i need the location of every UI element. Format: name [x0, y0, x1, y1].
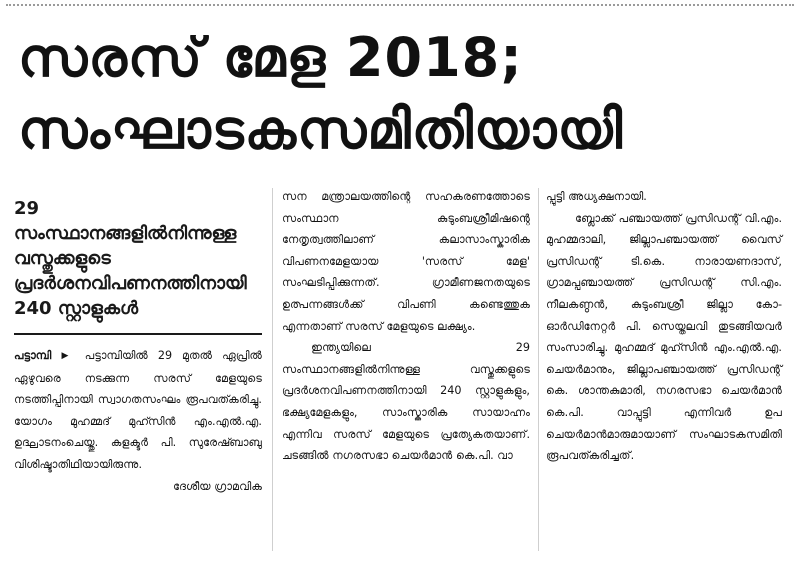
column-divider-2 [538, 188, 539, 551]
dateline-place: പട്ടാമ്പി [14, 349, 52, 362]
lead-paragraph [14, 345, 262, 476]
column-2-paragraph-2: ഇന്ത്യയിലെ 29 സംസ്ഥാനങ്ങളിൽനിന്നുള്ള വസ്തുക്കളുടെ പ്രദർശനവിപണനത്തിനായി 240 സ്റ്റാളുകളും, ഭക്ഷ്യമേളകളും, സാംസ്കാരിക സായാഹ്നം എന്നിവ സരസ് മേളയുടെ പ്രത്യേകതയാണ്. ചടങ്ങിൽ നഗരസഭാ ചെയർമാൻ കെ.പി. വാ [282, 341, 530, 463]
subheading: 29 സംസ്ഥാനങ്ങളിൽനിന്നുള്ള വസ്തുക്കളുടെ പ്രദർശനവിപണനത്തിനായി 240 സ്റ്റാളുകൾ [14, 196, 262, 335]
lead-text: പട്ടാമ്പിയിൽ 29 മുതൽ ഏപ്രിൽ ഏഴുവരെ നടക്കുന്ന സരസ് മേളയുടെ നടത്തിപ്പിനായി സ്വാഗതസംഘം രൂപവത്കരിച്ചു. യോഗം മുഹമ്മദ് മുഹ്സിൻ എം.എൽ.എ. ഉദ്ഘാടനംചെയ്തു. കളക്ടർ പി. സുരേഷ്ബാബു വിശിഷ്ടാതിഥിയായിരുന്നു. [14, 349, 263, 471]
column-3-paragraph-1: പ്പുട്ടി അധ്യക്ഷനായി. [546, 190, 647, 203]
column-2-paragraph-1: സന മന്ത്രാലയത്തിന്റെ സഹകരണത്തോടെ സംസ്ഥാന കുടുംബശ്രീമിഷന്റെ നേതൃത്വത്തിലാണ് കലാസാംസ്കാരിക വിപണനമേളയായ 'സരസ് മേള' സംഘടിപ്പിക്കുന്നത്. ഗ്രാമീണജനതയുടെ ഉത്പന്നങ്ങൾക്ക് വിപണി കണ്ടെത്തുക എന്നതാണ് സരസ് മേളയുടെ ലക്ഷ്യം. [282, 190, 530, 333]
dateline [14, 349, 75, 362]
column-1-tail: ദേശീയ ഗ്രാമവിക [173, 479, 262, 493]
dateline-triangle-icon: ▶ [61, 351, 75, 361]
article-column-1 [14, 196, 262, 497]
column-divider-1 [272, 188, 273, 551]
headline-line-2: സംഘാടകസമിതിയായി [18, 98, 624, 161]
headline [18, 22, 788, 166]
column-3-paragraph-2: ബ്ലോക്ക് പഞ്ചായത്ത് പ്രസിഡന്റ് വി.എം. മുഹമ്മദാലി, ജില്ലാപഞ്ചായത്ത് വൈസ് പ്രസിഡന്റ് ടി.കെ. നാരായണദാസ്, ഗ്രാമപ്പഞ്ചായത്ത് പ്രസിഡന്റ് സി.എം. നീലകണ്ഠൻ, കുടുംബശ്രീ ജില്ലാ കോ-ഓർഡിനേറ്റർ പി. സെയ്തലവി തുടങ്ങിയവർ സംസാരിച്ചു. മുഹമ്മദ് മുഹ്സിൻ എം.എൽ.എ. ചെയർമാനും, ജില്ലാപഞ്ചായത്ത് പ്രസിഡന്റ് കെ. ശാന്തകുമാരി, നഗരസഭാ ചെയർമാൻ കെ.പി. വാപ്പുട്ടി എന്നിവർ ഉപ ചെയർമാൻമാരുമായാണ് സംഘാടകസമിതി രൂപവത്കരിച്ചത്. [546, 211, 782, 463]
article-column-2 [282, 186, 530, 467]
headline-line-1: സരസ് മേള 2018; [18, 26, 523, 89]
article-column-3 [546, 186, 782, 467]
top-dotted-border [6, 4, 794, 6]
